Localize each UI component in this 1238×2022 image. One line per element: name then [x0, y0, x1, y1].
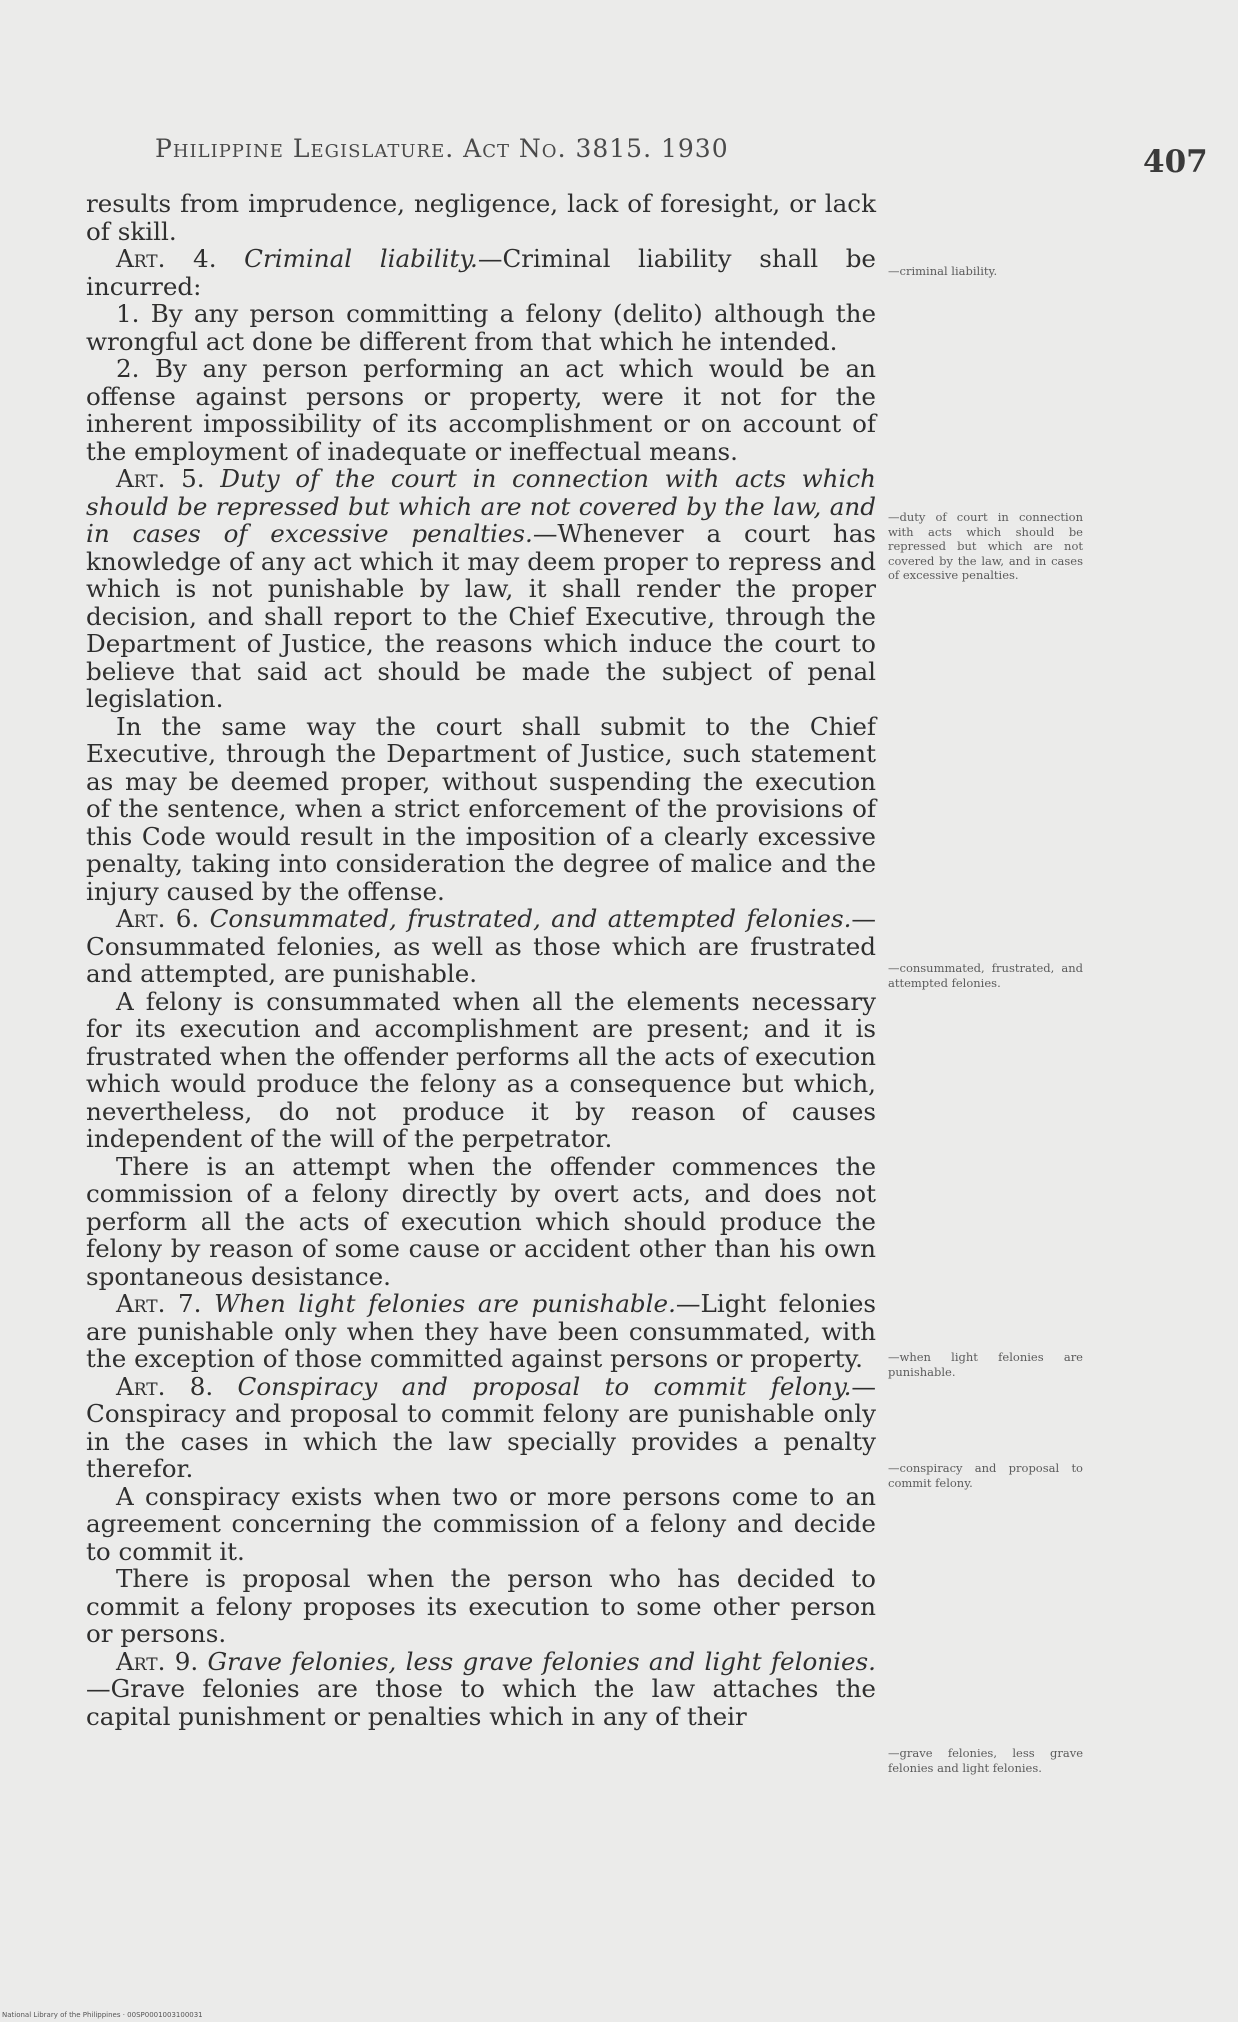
paragraph: 2. By any person performing an act which would be an offense against persons or property, were it not for the inherent impossibility of its accomplishment or on account of the employment of inadequate or ineffectual means.	[86, 354, 876, 466]
paragraph: 1. By any person committing a felony (delito) although the wrongful act done be different from that which he intended.	[86, 299, 876, 356]
paragraph: There is proposal when the person who has decided to commit a felony proposes its execution to some other person or persons.	[86, 1564, 876, 1648]
article-title: Criminal liability.	[244, 244, 478, 273]
article-7: Art. 7. When light felonies are punishable.—Light felonies are punishable only when they have been consummated, with the exception of those committed against persons or property.	[86, 1289, 876, 1373]
article-number: Art. 5.	[116, 464, 205, 493]
marginal-note: —criminal liability.	[888, 264, 998, 278]
running-header: Philippine Legislature. Act No. 3815. 1930	[155, 134, 729, 163]
article-9: Art. 9. Grave felonies, less grave felonies and light felonies.—Grave felonies are those to which the law attaches the capital punishment or penalties which in any of their	[86, 1646, 876, 1731]
marginal-note: —consummated, frustrated, and attempted felonies.	[888, 961, 1083, 990]
article-number: Art. 6.	[116, 904, 200, 933]
article-6: Art. 6. Consummated, frustrated, and attempted felonies.—Consummated felonies, as well as those which are frustrated and attempted, are punishable.	[86, 904, 876, 988]
paragraph: In the same way the court shall submit to the Chief Executive, through the Department of Justice, such statement as may be deemed proper, without suspending the execution of the sentence, when a strict enforcement of the provisions of this Code would result in the imposition of a clearly excessive penalty, taking into consideration the degree of malice and the injury caused by the offense.	[86, 711, 876, 906]
article-5: Art. 5. Duty of the court in connection with acts which should be repressed but which are not covered by the law, and in cases of excessive penalties.—Whenever a court has knowledge of any act which it may deem proper to repress and which is not punishable by law, it shall render the proper decision, and shall report to the Chief Executive, through the Department of Justice, the reasons which induce the court to believe that said act should be made the subject of penal legislation.	[86, 464, 877, 713]
article-number: Art. 4.	[116, 244, 217, 273]
article-4: Art. 4. Criminal liability.—Criminal liability shall be incurred:	[86, 244, 876, 301]
marginal-note: —duty of court in connection with acts which should be repressed but which are not covered by the law, and in cases of excessive penalties.	[888, 510, 1083, 582]
article-title: Duty of the court in connection with acts which should be repressed but which are not covered by the law, and in cases of excessive penalties.	[86, 464, 877, 548]
marginal-note: —when light felonies are punishable.	[888, 1350, 1083, 1379]
article-title: Conspiracy and proposal to commit felony.	[237, 1371, 852, 1401]
article-title: Consummated, frustrated, and attempted felonies.	[209, 904, 852, 933]
paragraph: A conspiracy exists when two or more persons come to an agreement concerning the commission of a felony and decide to commit it.	[86, 1481, 876, 1566]
article-number: Art. 7.	[116, 1289, 202, 1318]
page-number: 407	[1143, 144, 1208, 180]
article-title: Grave felonies, less grave felonies and light felonies.	[207, 1646, 876, 1676]
paragraph: There is an attempt when the offender commences the commission of a felony directly by overt acts, and does not perform all the acts of execution which should produce the felony by reason of some cause or accident other than his own spontaneous desistance.	[86, 1151, 876, 1291]
marginal-note: —grave felonies, less grave felonies and light felonies.	[888, 1746, 1083, 1775]
article-number: Art. 9.	[116, 1646, 199, 1676]
article-title: When light felonies are punishable.	[214, 1289, 676, 1318]
article-8: Art. 8. Conspiracy and proposal to commit felony.—Conspiracy and proposal to commit felony are punishable only in the cases in which the law specially provides a penalty therefor.	[86, 1371, 876, 1483]
marginal-note: —conspiracy and proposal to commit felony.	[888, 1461, 1083, 1490]
article-number: Art. 8.	[116, 1371, 214, 1401]
paragraph: results from imprudence, negligence, lack of foresight, or lack of skill.	[86, 189, 876, 246]
body-text	[86, 190, 876, 1730]
paragraph: A felony is consummated when all the elements necessary for its execution and accomplishment are present; and it is frustrated when the offender performs all the acts of execution which would produce the felony as a consequence but which, nevertheless, do not produce it by reason of causes independent of the will of the perpetrator.	[86, 986, 876, 1153]
scan-footer: National Library of the Philippines · 00SP0001003100031	[2, 2011, 203, 2019]
